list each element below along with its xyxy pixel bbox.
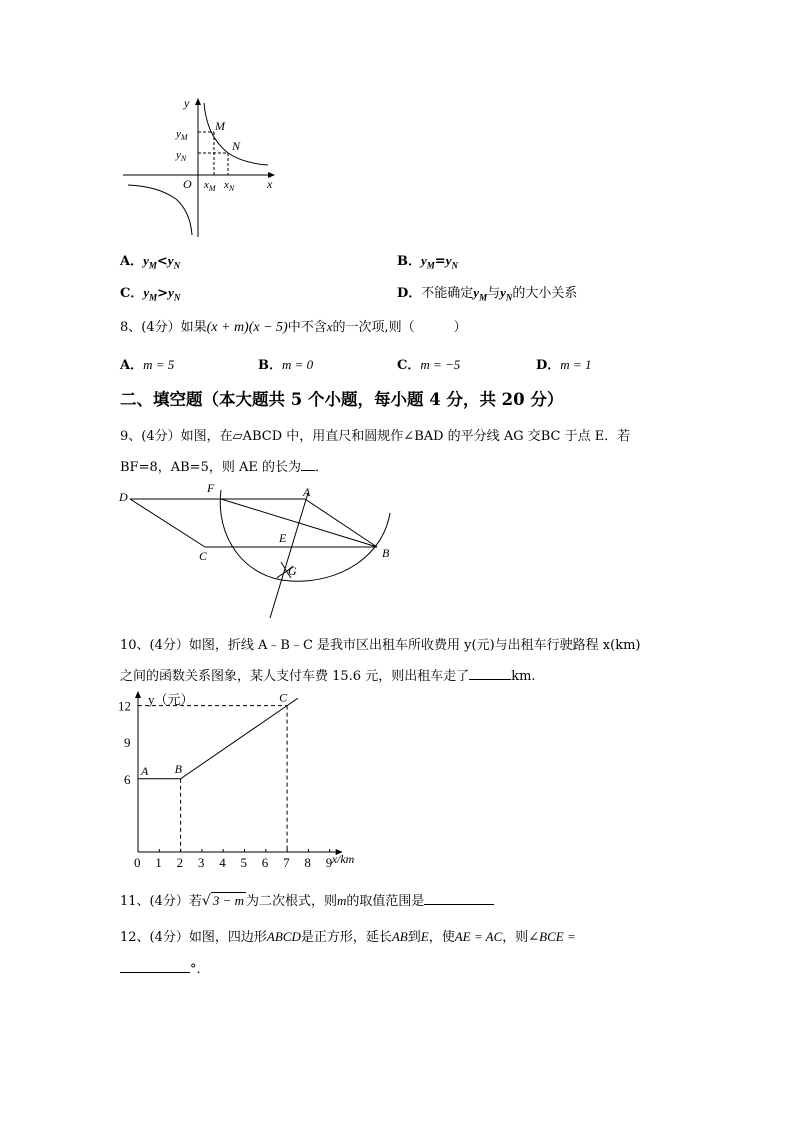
q9-line-2: BF=8，AB=5，则 AE 的长为 ． bbox=[120, 460, 329, 475]
q8-option-d[interactable]: D．m = 1 bbox=[536, 357, 592, 373]
label-b: B bbox=[382, 546, 390, 560]
q12-line-2: °． bbox=[120, 958, 210, 977]
label-origin: O bbox=[183, 177, 192, 191]
q8-stem: 8、(4分）如果(x + m)(x − 5)中不含x的一次项,则（ ） bbox=[120, 319, 467, 335]
label-point-m: M bbox=[215, 119, 225, 133]
q7-option-d[interactable]: D．不能确定$y_M$与$y_N$的大小关系 bbox=[397, 285, 578, 303]
label-g: G bbox=[288, 564, 297, 578]
q8-expression: (x + m)(x − 5) bbox=[206, 320, 288, 335]
q9-line-1: 9、(4分）如图，在▱ABCD 中，用直尺和圆规作∠BAD 的平分线 AG 交BC 于点 E．若 bbox=[120, 429, 631, 444]
chart-y-tick-label-9: 9 bbox=[124, 735, 131, 751]
chart-point-label-b: B bbox=[174, 761, 182, 776]
sqrt-symbol: √ bbox=[201, 893, 211, 909]
chart-x-tick-label-3: 3 bbox=[197, 855, 205, 870]
q11-answer-blank[interactable] bbox=[424, 892, 494, 905]
q8-stem-pre: 8、(4分）如果 bbox=[120, 320, 207, 335]
chart-series-extension bbox=[287, 698, 298, 705]
q10-fare-chart bbox=[115, 688, 375, 873]
label-x-axis: x bbox=[267, 177, 273, 191]
label-y-axis: y bbox=[184, 96, 190, 110]
q8-option-a[interactable]: A．m = 5 bbox=[120, 357, 175, 373]
label-x-n: $x_N$ bbox=[224, 179, 235, 193]
chart-y-axis-label: y（元） bbox=[148, 692, 194, 707]
label-f: F bbox=[207, 481, 215, 495]
q12-answer-blank[interactable] bbox=[120, 960, 190, 973]
q7-option-c-letter: C． bbox=[120, 286, 144, 301]
label-a: A bbox=[303, 485, 311, 499]
chart-x-tick-label-4: 4 bbox=[219, 855, 226, 870]
segment-dc bbox=[130, 499, 205, 547]
q10-answer-blank[interactable] bbox=[469, 667, 511, 680]
chart-x-tick-label-6: 6 bbox=[261, 855, 269, 870]
label-y-m: $y_M$ bbox=[176, 128, 188, 142]
q7-option-c[interactable]: C．$y_M>y_N$ bbox=[120, 285, 181, 303]
label-c: C bbox=[199, 549, 208, 563]
label-d: D bbox=[119, 490, 128, 504]
chart-x-tick-label-0: 0 bbox=[134, 855, 141, 870]
q10-line-1: 10、(4分）如图，折线 A﹣B﹣C 是我市区出租车所收费用 y(元)与出租车行驶路程 x(km) bbox=[120, 638, 641, 653]
chart-x-tick-label-5: 5 bbox=[240, 855, 247, 870]
q11-radicand: 3 − m bbox=[212, 893, 244, 908]
chart-x-tick-label-7: 7 bbox=[283, 855, 290, 870]
q7-option-a[interactable]: A．$y_M<y_N$ bbox=[120, 253, 181, 271]
q11-stem: 11、(4分）若√ 3 − m 为二次根式，则m的取值范围是 bbox=[120, 890, 494, 909]
q7-option-b[interactable]: B．$y_M=y_N$ bbox=[397, 253, 458, 271]
q12-line-1: 12、(4分）如图，四边形ABCD是正方形，延长AB到E，使AE = AC，则∠BCE = bbox=[120, 929, 576, 945]
chart-point-label-a: A bbox=[141, 763, 149, 778]
segment-ab bbox=[305, 499, 377, 547]
label-e: E bbox=[279, 531, 287, 545]
label-y-n: $y_N$ bbox=[176, 149, 187, 163]
q7-option-d-letter: D． bbox=[397, 286, 422, 301]
y-axis-arrow bbox=[195, 98, 201, 105]
chart-y-tick-label-12: 12 bbox=[118, 698, 131, 714]
chart-series-line-abc bbox=[138, 706, 287, 779]
hyperbola-branch-2 bbox=[128, 185, 192, 235]
chart-x-axis-label: x/km bbox=[331, 852, 355, 866]
q7-option-b-letter: B． bbox=[397, 254, 421, 269]
q7-hyperbola-figure bbox=[118, 95, 283, 240]
q9-answer-blank[interactable] bbox=[301, 458, 315, 471]
label-point-n: N bbox=[232, 139, 241, 153]
q8-option-c[interactable]: C．m = −5 bbox=[397, 357, 461, 373]
chart-x-tick-label-8: 8 bbox=[304, 855, 311, 870]
section-2-heading: 二、填空题（本大题共 5 个小题，每小题 4 分，共 20 分） bbox=[120, 390, 564, 409]
q9-parallelogram-figure bbox=[115, 478, 400, 623]
q7-option-a-letter: A． bbox=[120, 254, 144, 269]
q10-line-2: 之间的函数关系图象，某人支付车费 15.6 元，则出租车走了 km. bbox=[120, 669, 536, 684]
chart-x-tick-label-2: 2 bbox=[176, 855, 184, 870]
q8-option-b[interactable]: B．m = 0 bbox=[258, 357, 314, 373]
chart-y-tick-label-6: 6 bbox=[124, 771, 131, 787]
chart-x-tick-label-9: 9 bbox=[325, 855, 333, 870]
bisector-ag bbox=[270, 493, 308, 618]
chart-y-axis-arrow bbox=[135, 691, 141, 698]
chart-point-label-c: C bbox=[279, 690, 288, 705]
label-x-m: $x_M$ bbox=[204, 179, 216, 193]
chart-x-tick-label-1: 1 bbox=[155, 855, 162, 870]
